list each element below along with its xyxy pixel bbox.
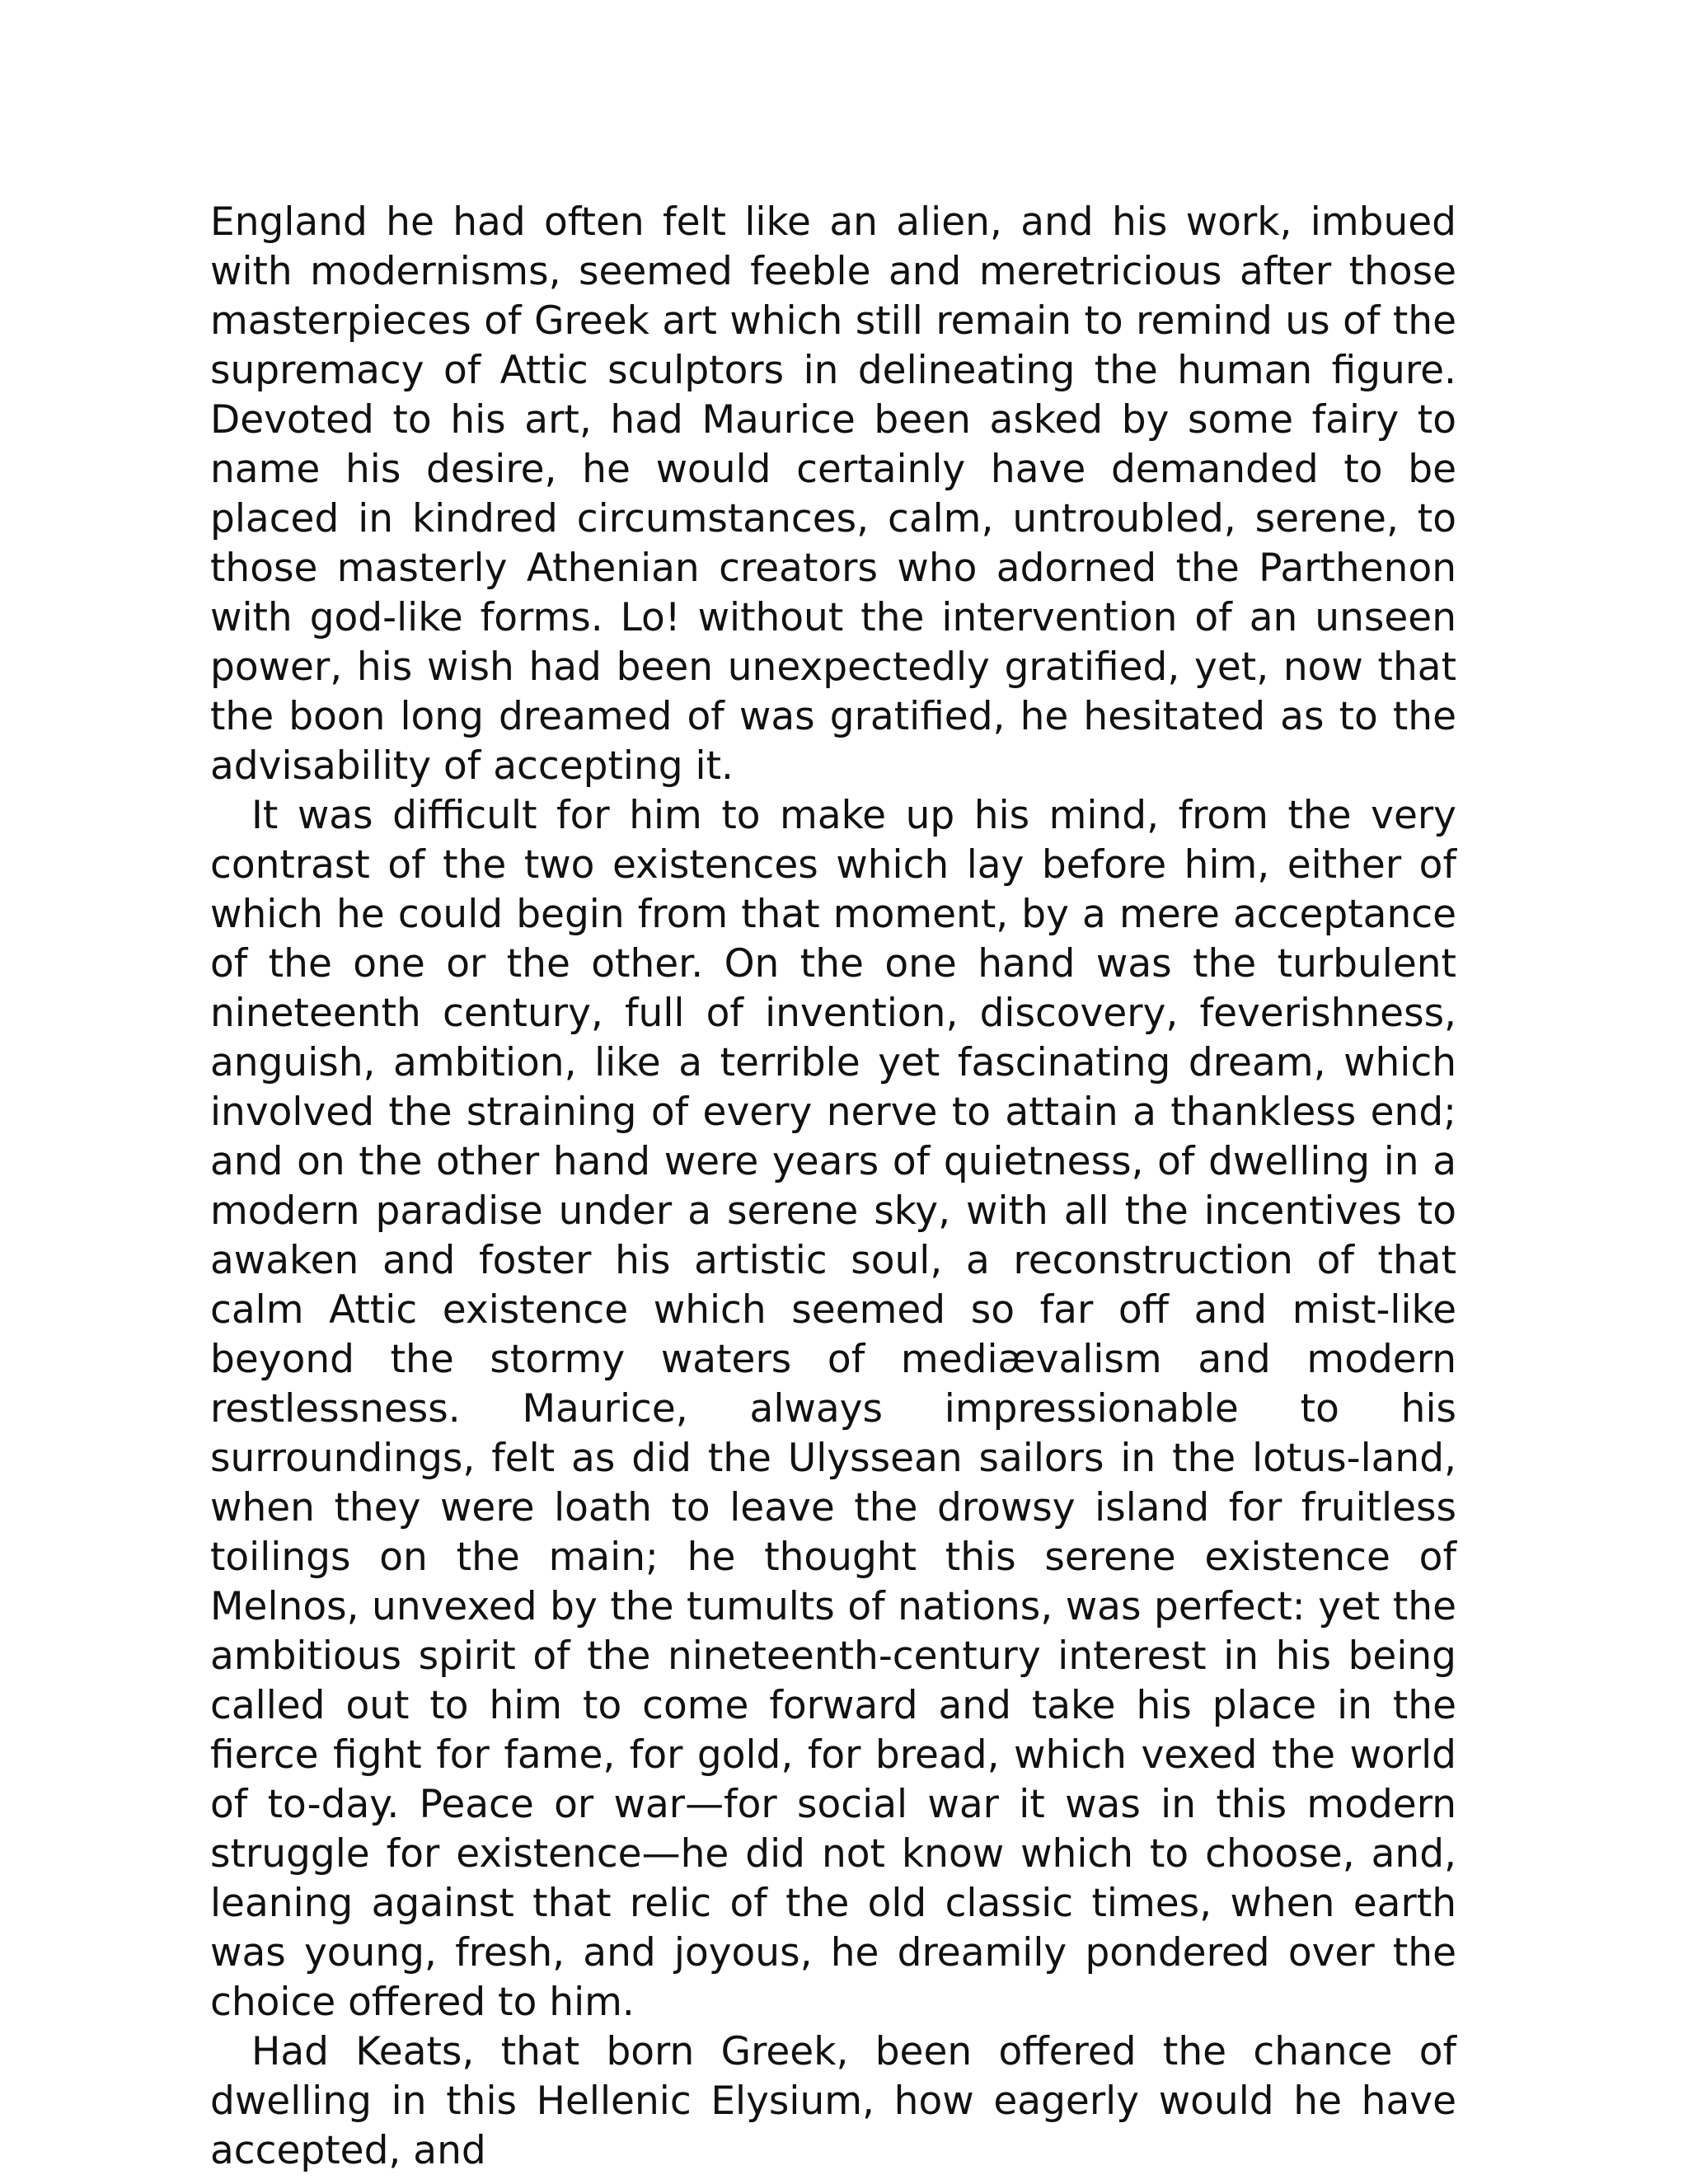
paragraph-2: It was difficult for him to make up his mind, from the very contrast of the two existences which lay before him, either of which he could begin from that moment, by a mere acceptance of the one or the other. On the one hand was the turbulent nineteenth century, full of invention, discovery, feverishness, anguish, ambition, like a terrible yet fascinating dream, which involved the straining of every nerve to attain a thankless end; and on the other hand were years of quietness, of dwelling in a modern paradise under a serene sky, with all the incentives to awaken and foster his artistic soul, a reconstruction of that calm Attic existence which seemed so far off and mist-like beyond the stormy waters of mediævalism and modern restlessness. Maurice, always impressionable to his surroundings, felt as did the Ulyssean sailors in the lotus-land, when they were loath to leave the drowsy island for fruitless toilings on the main; he thought this serene existence of Melnos, unvexed by the tumults of nations, was perfect: yet the ambitious spirit of the nineteenth-century interest in his being called out to him to come forward and take his place in the fierce fight for fame, for gold, for bread, which vexed the world of to-day. Peace or war—for social war it was in this modern struggle for existence—he did not know which to choose, and, leaning against that relic of the old classic times, when earth was young, fresh, and joyous, he dreamily pondered over the choice offered to him.	[210, 793, 1456, 2025]
paragraph-3: Had Keats, that born Greek, been offered the chance of dwelling in this Hellenic Elysium, how eagerly would he have accepted, and	[210, 2029, 1456, 2173]
page-body	[210, 198, 1456, 2176]
paragraph-1: England he had often felt like an alien, and his work, imbued with modernisms, seemed feeble and meretricious after those masterpieces of Greek art which still remain to remind us of the supremacy of Attic sculptors in delineating the human figure. Devoted to his art, had Maurice been asked by some fairy to name his desire, he would certainly have demanded to be placed in kindred circumstances, calm, untroubled, serene, to those masterly Athenian creators who adorned the Parthenon with god-like forms. Lo! without the intervention of an unseen power, his wish had been unexpectedly gratified, yet, now that the boon long dreamed of was gratified, he hesitated as to the advisability of accepting it.	[210, 199, 1456, 789]
